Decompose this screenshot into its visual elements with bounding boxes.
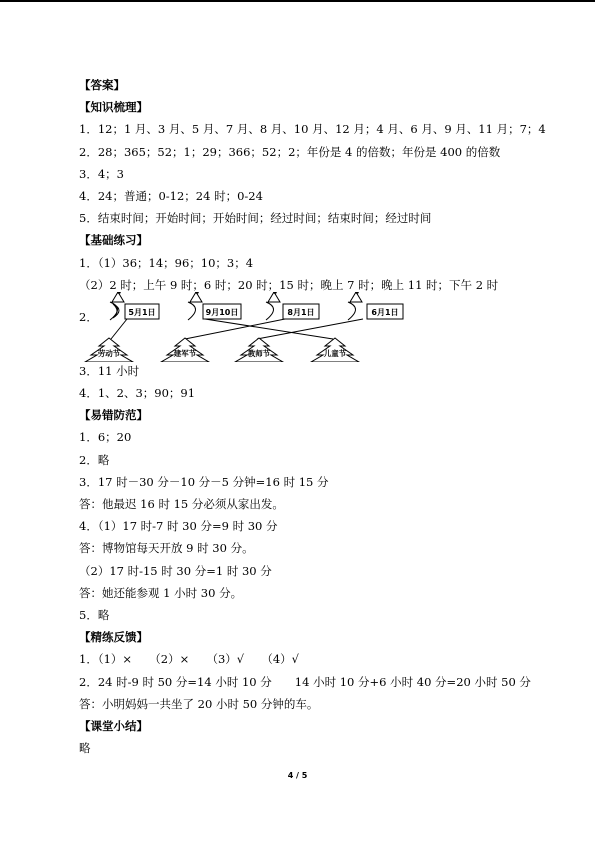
- festival-label-4: 儿童节: [323, 348, 347, 358]
- matching-figure: [79, 292, 539, 362]
- festival-label-1: 劳动节: [97, 348, 121, 358]
- knowledge-line-4: 4．24；普通；0-12；24 时；0-24: [79, 188, 263, 203]
- tree-item-2: [161, 338, 209, 362]
- section-title-summary: 【课堂小结】: [79, 718, 148, 733]
- feedback-line-3: 答：小明妈妈一共坐了 20 小时 50 分钟的车。: [79, 696, 319, 711]
- tree-item-4: [311, 338, 359, 362]
- answer-title: 【答案】: [79, 78, 125, 92]
- mistakes-line-2: 2．略: [79, 452, 110, 467]
- answer-content: [79, 74, 546, 759]
- matching-diagram: [79, 296, 539, 360]
- basic-line-3: 3．11 小时: [79, 363, 140, 378]
- date-label-1: 5月1日: [128, 307, 156, 317]
- moon-item-4: [348, 292, 403, 320]
- section-title-feedback: 【精练反馈】: [79, 630, 148, 645]
- feedback-line-2: 2．24 时-9 时 50 分=14 小时 10 分 14 小时 10 分+6 小时 40 分=20 小时 50 分: [79, 674, 531, 689]
- mistakes-line-3: 3．17 时－30 分－10 分－5 分钟=16 时 15 分: [79, 474, 329, 489]
- matching-number: 2．: [79, 309, 98, 324]
- moon-item-3: [266, 292, 319, 320]
- tree-item-3: [235, 338, 283, 362]
- knowledge-line-1: 1．12；1 月、3 月、5 月、7 月、8 月、10 月、12 月；4 月、6 月、9 月、11 月；7；4: [79, 122, 546, 137]
- mistakes-line-7: （2）17 时-15 时 30 分=1 时 30 分: [79, 563, 272, 578]
- date-label-3: 8月1日: [287, 307, 315, 317]
- top-border: [0, 0, 595, 2]
- page-number: 4 / 5: [287, 771, 308, 780]
- match-lines: [111, 319, 363, 339]
- moon-item-1: [110, 292, 159, 320]
- knowledge-line-5: 5．结束时间；开始时间；开始时间；经过时间；结束时间；经过时间: [79, 211, 432, 226]
- tree-item-1: [85, 338, 133, 362]
- section-title-basic: 【基础练习】: [79, 233, 148, 248]
- match-line-4: [257, 319, 363, 339]
- basic-line-1: 1．（1）36；14；96；10；3；4: [79, 255, 254, 270]
- mistakes-line-8: 答：她还能参观 1 小时 30 分。: [79, 585, 243, 600]
- date-label-2: 9月10日: [205, 307, 239, 317]
- knowledge-line-3: 3．4；3: [79, 166, 124, 181]
- festival-label-2: 建军节: [173, 348, 197, 358]
- mistakes-line-6: 答：博物馆每天开放 9 时 30 分。: [79, 541, 254, 556]
- mistakes-line-4: 答：他最迟 16 时 15 分必须从家出发。: [79, 497, 284, 511]
- moon-item-2: [188, 292, 241, 320]
- section-title-mistakes: 【易错防范】: [79, 408, 148, 423]
- match-line-1: [111, 319, 127, 339]
- mistakes-line-9: 5．略: [79, 607, 110, 622]
- summary-body: 略: [79, 741, 91, 756]
- basic-line-2: （2）2 时；上午 9 时；6 时；20 时；15 时；晚上 7 时；晚上 11 时；下午 2 时: [79, 277, 499, 292]
- mistakes-line-1: 1．6；20: [79, 430, 132, 445]
- basic-line-4: 4．1、2、3；90；91: [79, 386, 196, 401]
- feedback-line-1: 1．（1）× （2）× （3）√ （4）√: [79, 652, 300, 667]
- date-label-4: 6月1日: [371, 307, 399, 317]
- knowledge-line-2: 2．28；365；52；1；29；366；52；2；年份是 4 的倍数；年份是 400 的倍数: [79, 144, 501, 159]
- mistakes-line-5: 4．（1）17 时-7 时 30 分=9 时 30 分: [79, 519, 278, 534]
- festival-label-3: 教师节: [247, 348, 271, 358]
- section-title-knowledge: 【知识梳理】: [79, 100, 148, 115]
